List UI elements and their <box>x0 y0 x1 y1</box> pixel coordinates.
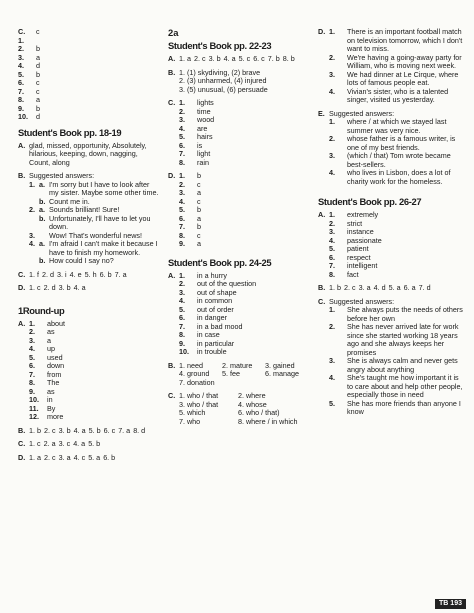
answer-sub: a. <box>39 239 45 248</box>
unit-label: 2a <box>168 27 179 38</box>
answer-item-value: patient <box>347 244 369 253</box>
sentence-item <box>329 374 464 400</box>
answer-item-number: 4. <box>29 344 35 353</box>
answer-item-number: 6. <box>29 361 35 370</box>
answer-cell: 4. d <box>373 283 386 292</box>
answer-item-number: 8. <box>29 378 35 387</box>
answer-item-number: 8. <box>179 330 185 339</box>
sentence-item-value: (which / that) Tom wrote became best-sellers. <box>347 151 451 169</box>
answer-item-value: d <box>36 112 40 121</box>
answer-cell: 5. b <box>88 439 101 448</box>
answer-item-value: in trouble <box>197 347 227 356</box>
sentence-item-number: 3. <box>329 356 335 365</box>
right-exercise-e: E. Suggested answers: 1. where / at which we stayed last summer was very nice. 2. whose father is a famous writer, is one of my best friends. 3. (which / that) Tom wrote became best-sellers. 4. who lives in Lisbon, does a lot of charity work for the homeless. <box>318 110 464 187</box>
sentence-item-value: where / at which we stayed last summer was very nice. <box>347 117 447 135</box>
answer-item-number: 7. <box>179 222 185 231</box>
answer-cell: 1. b <box>329 283 341 292</box>
answer-item-value: in danger <box>197 313 227 322</box>
answer-number: 1. <box>29 179 35 189</box>
answer-item-value: intelligent <box>347 261 378 270</box>
answer-item-number: 8. <box>179 230 185 240</box>
sentence-item-number: 4. <box>329 168 335 177</box>
answer-number <box>29 215 39 232</box>
answer-item-number: 5. <box>179 304 185 314</box>
answer-item-number: 12. <box>29 412 39 421</box>
sentence-item-value: There is an important football match on television tomorrow, which I don't want to miss. <box>347 27 463 53</box>
answer-cell: 6. b <box>99 269 112 279</box>
answer-item-value: rain <box>197 157 209 167</box>
suggested-answer <box>18 181 160 198</box>
section-heading-22-23: Student's Book pp. 22-23 <box>168 40 272 51</box>
exercise-c: C. 1. f 2. d 3. i 4. e 5. h 6. b 7. a <box>18 269 127 279</box>
sentence-item-value: whose father is a famous writer, is one of my best friends. <box>347 134 456 152</box>
answer-number: 3. <box>29 230 35 240</box>
sentence-item <box>329 54 464 71</box>
answer-item-number: 1. <box>179 171 185 180</box>
answer-item-number: 9. <box>179 239 185 248</box>
sentence-item <box>329 323 464 357</box>
answer-item-value: extremely <box>347 210 379 219</box>
answer-sub: b. <box>39 213 46 223</box>
answer-item-value: time <box>197 106 211 116</box>
answer-item-value: in particular <box>197 338 235 348</box>
sentence-item-number: 4. <box>329 86 335 96</box>
sentence-item-number: 2. <box>329 322 335 331</box>
answer-cell: 4. a <box>73 283 86 292</box>
answer-number: 2. <box>29 205 35 214</box>
answer-item-value: c <box>197 196 201 206</box>
answer-item-number: 4. <box>18 61 24 70</box>
answer-item-number: 5. <box>179 205 185 214</box>
answer-item-number: 2. <box>18 44 24 53</box>
sentence-item <box>329 169 464 186</box>
answer-item <box>18 113 160 122</box>
sentence-item-number: 1. <box>329 305 335 314</box>
answer-item-value: b <box>36 103 40 113</box>
answer-item-value: d <box>36 61 40 70</box>
answer-item-value: By <box>47 403 56 413</box>
right-exercise-d: D. 1. There is an important football match on television tomorrow, which I don't want to miss. 2. We're having a going-away party for William, who is moving next week. 3. We had dinner at Le Cirque, where lots of famous people eat. 4. Vivian's sister, who is a talented singer, visited us yesterday. <box>318 27 463 104</box>
answer-item-value: up <box>47 344 55 353</box>
answer-number <box>29 257 39 266</box>
answer-item-number: 3. <box>179 188 185 197</box>
answer-item-number: 2. <box>179 106 185 116</box>
top-answer-list <box>18 28 160 122</box>
answer-item-number: 4. <box>329 235 335 245</box>
answer-item-number: 1. <box>29 318 35 328</box>
sentence-item-number: 5. <box>329 398 335 408</box>
answer-item-value: a <box>197 213 201 223</box>
answer-item-number: 9. <box>29 386 35 396</box>
answer-item-value: passionate <box>347 235 382 245</box>
answer-item-number: 5. <box>179 132 185 141</box>
answer-item-number: 7. <box>29 369 35 379</box>
answer-cell: 7. d <box>418 283 431 292</box>
answer-item-number: 5. <box>29 352 35 362</box>
answer-text: Unfortunately, I'll have to let you down. <box>49 213 151 231</box>
middle-column <box>168 28 306 431</box>
answer-item-value: out of order <box>197 304 234 314</box>
suggested-answer <box>18 257 160 266</box>
answer-item-value: in common <box>197 296 233 305</box>
answer-cell: 2. a <box>43 439 56 448</box>
answer-cell: 6. c <box>253 54 265 63</box>
sentence-item <box>329 135 464 152</box>
answer-item-number: 3. <box>179 287 185 297</box>
section-heading-18-19: Student's Book pp. 18-19 <box>18 126 122 138</box>
answer-item-number: 6. <box>329 252 335 262</box>
answer-item-number: 3. <box>179 115 185 124</box>
answer-item <box>29 413 160 422</box>
answer-cell: 7. a <box>114 269 127 279</box>
sentence-item-value: who lives in Lisbon, does a lot of charity work for the homeless. <box>347 168 451 186</box>
mid-exercise-d: D. 1. b 2. c 3. a 4. c 5. b 6. a 7. b 8. c 9. a <box>168 172 306 249</box>
sentence-item <box>329 152 464 169</box>
answer-cell: 1. who / that <box>179 391 219 400</box>
sentence-item-number: 1. <box>329 117 335 126</box>
sentence-item-value: She is always calm and never gets angry about anything <box>347 356 458 374</box>
answer-item-value: in a bad mood <box>197 321 243 331</box>
round-up-d: D. 1. a 2. c 3. a 4. c 5. a 6. b <box>18 452 116 462</box>
answer-item-number: 6. <box>179 140 185 150</box>
sentence-item-number: 2. <box>329 134 335 143</box>
round-up-a: A. 1. about 2. as 3. a 4. up 5. used 6. down 7. from 8. The 9. as 10. in 11. By 12. more <box>18 320 160 422</box>
answer-cell: 3. a <box>58 452 71 462</box>
sentence-item-value: We're having a going-away party for William, who is moving next week. <box>347 52 462 70</box>
mid-exercise-c2: C. 1. who / that 2. where 3. who / that 4. whose 5. which 6. who / that) 7. who 8. where / in which <box>168 392 306 426</box>
answer-item-number: 8. <box>179 157 185 167</box>
answer-item-number: 7. <box>179 149 185 158</box>
sentence-item-number: 4. <box>329 373 335 382</box>
answer-item-value: out of shape <box>197 287 237 297</box>
exercise-d: D. 1. c 2. d 3. b 4. a <box>18 283 86 292</box>
sentence-item <box>329 306 464 323</box>
answer-cell: 7. b <box>267 54 280 63</box>
answer-item-value: instance <box>347 227 374 236</box>
mid-exercise-b: B. 1. (1) skydiving, (2) brave 2. (3) unharmed, (4) injured 3. (5) unusual, (6) persuade <box>168 69 306 95</box>
sentence-item <box>329 400 464 417</box>
sentence-item-value: Vivian's sister, who is a talented singer, visited us yesterday. <box>347 86 449 104</box>
answer-sub: b. <box>39 256 46 265</box>
answer-item-number: 4. <box>179 296 185 305</box>
answer-item-value: as <box>47 386 55 396</box>
answer-cell: 2. mature <box>222 360 253 370</box>
answer-cell: 3. a <box>358 283 371 292</box>
answer-item-value: are <box>197 123 208 133</box>
answer-cell: 3. c <box>58 439 71 448</box>
answer-item-value: strict <box>347 218 363 228</box>
sentence-item <box>329 118 464 135</box>
answer-cell: 8. where / in which <box>238 416 298 426</box>
left-column <box>18 28 160 467</box>
answer-cell: 1. a <box>29 452 41 462</box>
sentence-item <box>329 357 464 374</box>
answer-cell: 4. c <box>73 452 86 462</box>
answer-cell: 3. who / that <box>179 399 219 409</box>
answer-cell: 2. where <box>238 391 266 400</box>
sentence-item <box>329 88 464 105</box>
answer-item-value: a <box>197 188 201 197</box>
answer-item-value: b <box>36 69 40 79</box>
answer-item-value: from <box>47 369 62 379</box>
answer-cell: 5. which <box>179 408 206 417</box>
answer-item-value: c <box>197 230 201 240</box>
answer-item-value: b <box>36 44 40 53</box>
answer-sub: b. <box>39 196 46 206</box>
section-heading-26-27: Student's Book pp. 26-27 <box>318 196 422 207</box>
exercise-b: B. Suggested answers: 1. a. I'm sorry but I have to look after my sister. Maybe some other time. b. Count me in. 2. a. Sounds brilliant! Sure! b. Unfortunately, I'll have to let you down. 3. Wow! That's wonderful news! 4. a. I'm afraid I can't make it because I have to finish my homework. b. How could I say no? <box>18 171 159 265</box>
answer-cell: 1. need <box>179 360 203 370</box>
answer-cell: 2. c <box>194 54 206 63</box>
sentence-item-number: 2. <box>329 52 335 62</box>
answer-item-number: 9. <box>179 338 185 348</box>
answer-item-number: 11. <box>29 403 39 413</box>
answer-cell: 5. c <box>238 54 251 63</box>
answer-item-number: 8. <box>329 269 335 279</box>
answer-item-number: 10. <box>18 112 28 121</box>
answer-item-number: 7. <box>179 321 185 331</box>
sentence-item-value: She has more friends than anyone I know <box>347 398 461 416</box>
round-up-heading: 1Round-up <box>18 304 65 316</box>
answer-item-value: down <box>47 361 65 370</box>
answer-cell: 5. a <box>388 283 401 292</box>
answer-item-value: out of the question <box>197 279 257 288</box>
answer-item-value: a <box>197 239 201 248</box>
answer-item-value: a <box>36 52 40 62</box>
mid-exercise-b2: B. 1. need 2. mature 3. gained 4. ground 5. fee 6. manage 7. donation <box>168 362 306 388</box>
answer-cell: 2. d <box>42 269 54 279</box>
answer-item-number: 5. <box>18 69 24 79</box>
answer-cell: 8. b <box>282 54 295 63</box>
answer-number: 4. <box>29 239 35 248</box>
answer-item-value: c <box>36 86 40 96</box>
answer-item-value: used <box>47 352 63 362</box>
answer-item-value: wood <box>197 115 215 124</box>
round-up-b: B. 1. b 2. c 3. b 4. a 5. b 6. c 7. a 8. d <box>18 425 146 435</box>
answer-sub: a. <box>39 205 45 214</box>
page-number: TB 193 <box>435 599 466 610</box>
answer-cell: 6. b <box>103 452 116 462</box>
answer-item-number: 3. <box>29 335 35 345</box>
sentence-item <box>329 71 464 88</box>
answer-item-value: The <box>47 378 60 387</box>
right-exercise-b: B. 1. b 2. c 3. a 4. d 5. a 6. a 7. d <box>318 283 431 292</box>
answer-cell: 8. d <box>133 425 146 435</box>
answer-cell: 4. ground <box>179 369 210 378</box>
answer-item-number: 5. <box>329 244 335 253</box>
answer-item-number: 3. <box>329 227 335 236</box>
answer-cell: 2. d <box>43 283 56 292</box>
answer-cell: 1. c <box>29 439 41 448</box>
right-exercise-a: A. 1. extremely 2. strict 3. instance 4. passionate 5. patient 6. respect 7. intelligent 8. fact <box>318 211 464 279</box>
answer-item-number: 7. <box>18 86 24 96</box>
answer-item-value: light <box>197 149 211 158</box>
answer-item-value: in <box>47 395 53 404</box>
answer-cell: 5. a <box>88 452 101 462</box>
suggested-answer <box>18 215 160 232</box>
answer-line: 3. (5) unusual, (6) persuade <box>179 84 268 94</box>
answer-text: How could I say no? <box>49 256 114 265</box>
answer-item-value: in a hurry <box>197 270 227 280</box>
answer-cell: 1. b <box>29 425 41 435</box>
answer-item-number: 8. <box>18 95 24 104</box>
answer-item <box>179 348 306 357</box>
answer-item-value: b <box>197 171 201 180</box>
answer-item-value: b <box>197 205 201 214</box>
answer-cell: 1. f <box>29 269 39 279</box>
answer-line: 2. (3) unharmed, (4) injured <box>179 76 267 85</box>
answer-item-number: 2. <box>329 218 335 228</box>
answer-cell: 6. a <box>403 283 416 292</box>
answer-text: Wow! That's wonderful news! <box>49 230 142 240</box>
answer-item-value: lights <box>197 98 214 107</box>
answer-cell: 1. a <box>179 54 191 63</box>
mid-exercise-a: A. 1. a 2. c 3. b 4. a 5. c 6. c 7. b 8. b <box>168 54 295 63</box>
answer-item-value: is <box>197 140 203 150</box>
answer-item-value: b <box>197 222 201 231</box>
answer-cell: 4. a <box>223 54 236 63</box>
answer-item-number: 2. <box>179 179 185 189</box>
answer-cell: 5. h <box>84 269 97 279</box>
answer-item <box>329 271 464 280</box>
answer-cell: 4. e <box>69 269 82 279</box>
answer-item-number: C. 1. <box>18 27 26 45</box>
right-exercise-c: C. Suggested answers: 1. She always puts the needs of others before her own 2. She has never arrived late for work since she started working 18 years ago and she always keeps her promises 3. She is always calm and never gets angry about anything 4. She's taught me how important it is to care about and help other people, especially those in need 5. She has more friends than anyone I know <box>318 296 463 416</box>
sentence-item-value: She always puts the needs of others before her own <box>347 305 463 323</box>
answer-item-number: 6. <box>18 78 24 87</box>
answer-item-value: a <box>47 335 51 345</box>
answer-item-number: 4. <box>179 123 185 133</box>
mid-exercise-a2: A. 1. in a hurry 2. out of the question 3. out of shape 4. in common 5. out of order 6. in danger 7. in a bad mood 8. in case 9. in particular 10. in trouble <box>168 272 306 357</box>
answer-item-number: 9. <box>18 103 24 113</box>
answer-cell: 6. c <box>103 425 116 435</box>
answer-item-value: c <box>36 78 40 87</box>
answer-cell: 7. a <box>118 425 131 435</box>
answer-item-number: 6. <box>179 213 185 223</box>
answer-text: I'm sorry but I have to look after my sister. Maybe some other time. <box>49 179 159 197</box>
answer-cell: 3. b <box>208 54 221 63</box>
exercise-a: A. glad, missed, opportunity, Absolutely, hilarious, keeping, down, nagging, Count, along <box>18 140 147 167</box>
sentence-item-number: 3. <box>329 69 335 79</box>
answer-item-number: 1. <box>179 98 185 107</box>
answer-item-value: fact <box>347 269 359 279</box>
right-column <box>318 28 464 422</box>
answer-cell: 3. b <box>58 283 71 292</box>
sentence-item-value: She's taught me how important it is to care about and help other people, especially those in need <box>347 373 463 399</box>
answer-cell: 5. b <box>88 425 101 435</box>
answer-item-number: 4. <box>179 196 185 206</box>
answer-item-number: 1. <box>329 210 335 219</box>
answer-item-value: c <box>36 27 40 36</box>
answer-sub: a. <box>39 179 45 189</box>
answer-item-number: 3. <box>18 52 24 62</box>
answer-item-number: 7. <box>329 261 335 270</box>
answer-cell: 3. i <box>57 269 67 279</box>
answer-cell: 1. c <box>29 283 41 292</box>
answer-item-number: 1. <box>179 270 185 280</box>
answer-cell: 6. who / that) <box>238 408 280 417</box>
sentence-item-number: 1. <box>329 27 335 36</box>
answer-item <box>18 28 160 45</box>
answer-text: Sounds brilliant! Sure! <box>49 205 120 214</box>
answer-cell: 4. a <box>73 425 86 435</box>
sentence-item-value: She has never arrived late for work since she started working 18 years ago and she always keeps her promises <box>347 322 459 357</box>
answer-text: Count me in. <box>49 196 90 206</box>
answer-row <box>179 418 306 427</box>
answer-item-value: hairs <box>197 132 213 141</box>
answer-cell: 2. c <box>344 283 356 292</box>
answer-cell: 3. gained <box>265 360 295 370</box>
answer-item-value: c <box>197 179 201 189</box>
answer-cell: 7. donation <box>179 377 215 387</box>
suggested-answer <box>18 240 160 257</box>
answer-row <box>179 379 308 388</box>
answer-cell: 4. whose <box>238 399 267 409</box>
answer-cell: 4. a <box>73 439 86 448</box>
answer-item-number: 10. <box>29 395 39 404</box>
answer-cell: 5. fee <box>222 369 240 378</box>
answer-item <box>179 240 306 249</box>
answer-item-value: in case <box>197 330 220 339</box>
answer-line: 1. (1) skydiving, (2) brave <box>179 67 261 77</box>
answer-item-value: about <box>47 318 65 328</box>
answer-item-value: respect <box>347 252 371 262</box>
mid-exercise-c: C. 1. lights 2. time 3. wood 4. are 5. hairs 6. is 7. light 8. rain <box>168 99 306 167</box>
answer-item <box>179 159 306 168</box>
round-up-c: C. 1. c 2. a 3. c 4. a 5. b <box>18 439 101 448</box>
answer-cell: 3. b <box>58 425 71 435</box>
answer-item-value: as <box>47 327 55 336</box>
sentence-item-value: We had dinner at Le Cirque, where lots of famous people eat. <box>347 69 459 87</box>
sentence-item <box>329 28 464 54</box>
answer-item-number: 2. <box>29 327 35 336</box>
answer-item-value: more <box>47 412 64 421</box>
answer-cell: 7. who <box>179 416 201 426</box>
answer-item-number: 6. <box>179 313 185 322</box>
answer-item-value: a <box>36 95 40 104</box>
answer-cell: 2. c <box>44 452 56 462</box>
answer-cell: 2. c <box>44 425 56 435</box>
answer-item-number: 10. <box>179 347 189 356</box>
answer-text: I'm afraid I can't make it because I have to finish my homework. <box>49 239 158 257</box>
sentence-item-number: 3. <box>329 151 335 160</box>
answer-item-number: 2. <box>179 279 185 288</box>
section-heading-24-25: Student's Book pp. 24-25 <box>168 256 272 268</box>
answer-cell: 6. manage <box>265 369 299 378</box>
